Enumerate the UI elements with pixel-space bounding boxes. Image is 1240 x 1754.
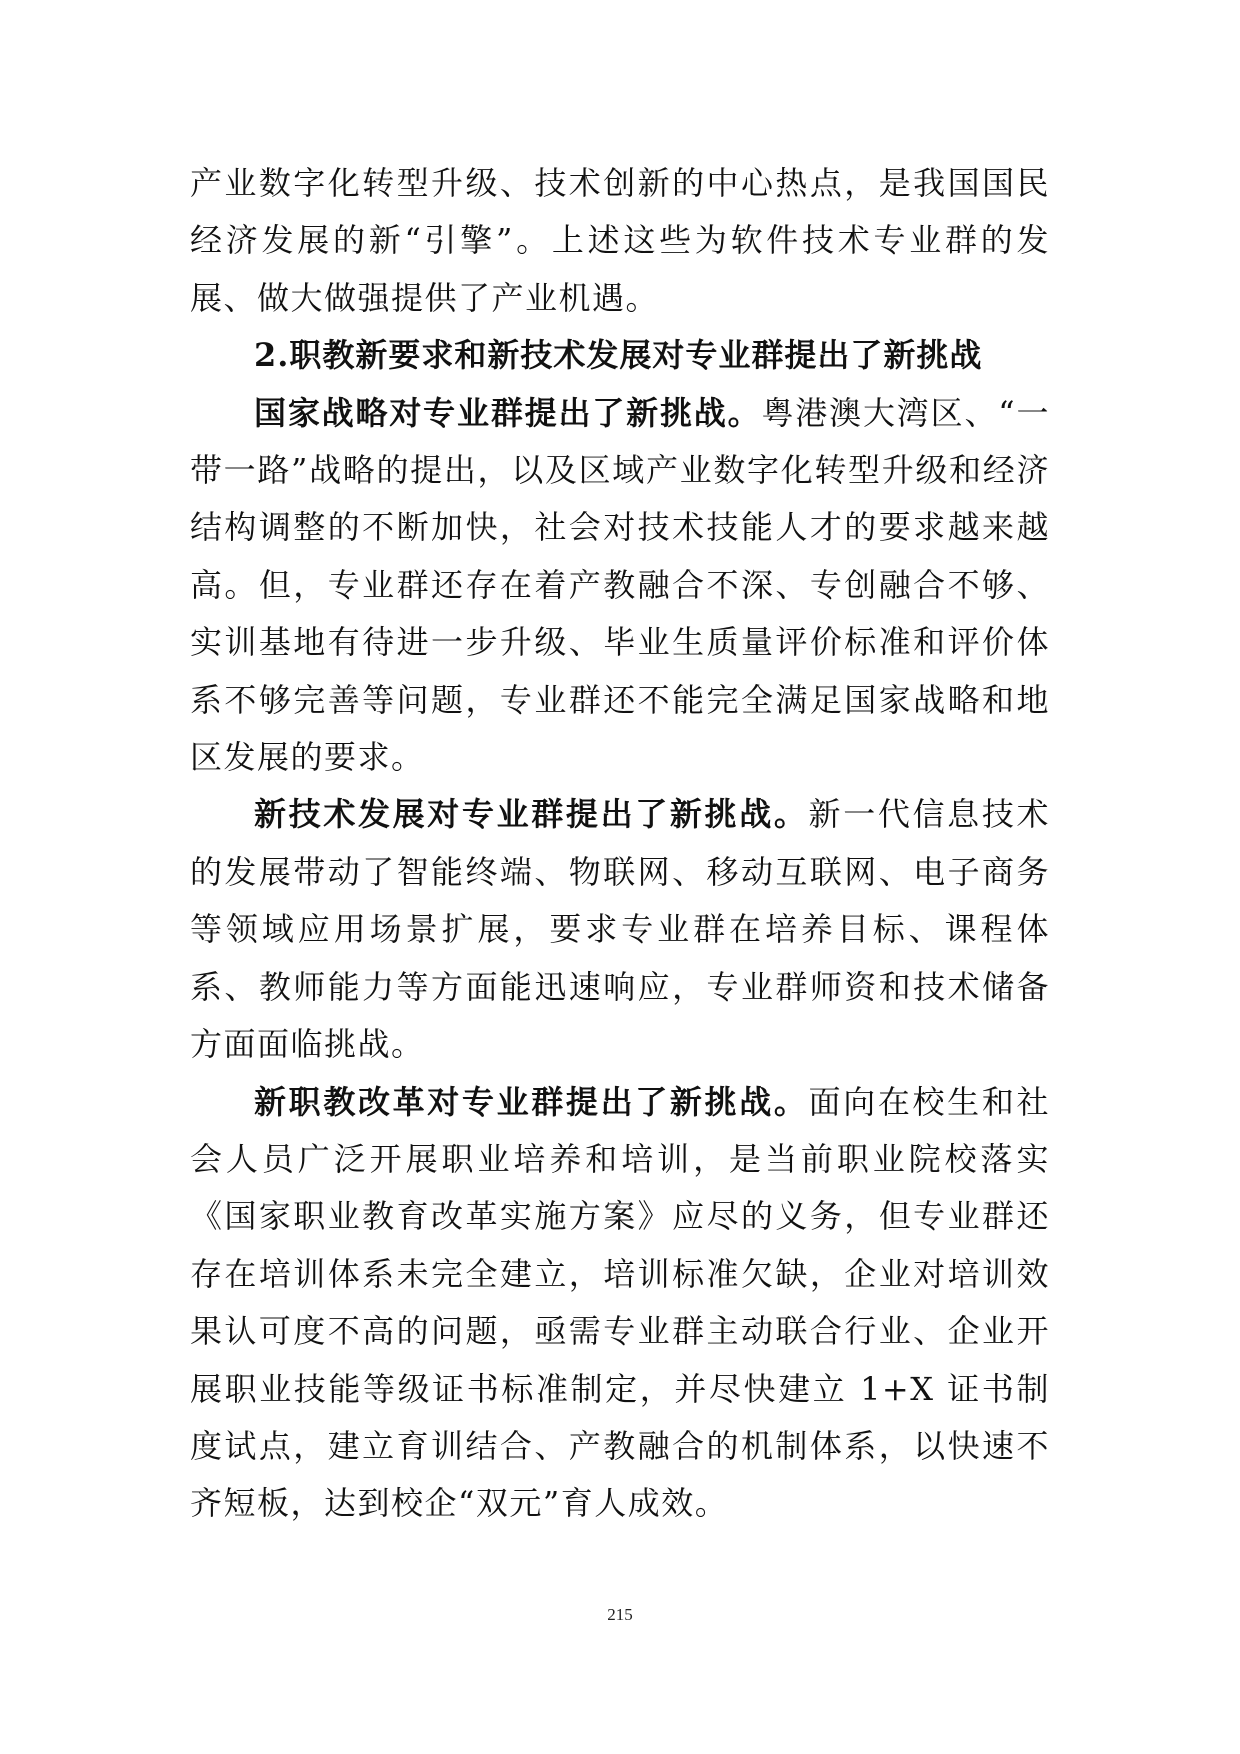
page-number: 215	[607, 1605, 633, 1624]
section-heading	[190, 327, 1050, 384]
paragraph-lead: 新职教改革对专业群提出了新挑战。	[254, 1082, 809, 1121]
paragraph-lead: 新技术发展对专业群提出了新挑战。	[254, 795, 809, 834]
document-body	[190, 155, 1050, 1533]
paragraph-continuation	[190, 155, 1050, 327]
paragraph-national-strategy	[190, 385, 1050, 787]
paragraph-new-technology	[190, 786, 1050, 1073]
heading-text: 2.职教新要求和新技术发展对专业群提出了新挑战	[254, 336, 983, 375]
paragraph-lead: 国家战略对专业群提出了新挑战。	[254, 393, 762, 432]
paragraph-text: 新一代信息技术的发展带动了智能终端、物联网、移动互联网、电子商务等领域应用场景扩展，要求专业群在培养目标、课程体系、教师能力等方面能迅速响应，专业群师资和技术储备方面面临挑战。	[190, 795, 1050, 1064]
paragraph-text: 产业数字化转型升级、技术创新的中心热点，是我国国民经济发展的新“引擎”。上述这些为软件技术专业群的发展、做大做强提供了产业机遇。	[190, 164, 1050, 317]
paragraph-vocational-reform	[190, 1074, 1050, 1533]
paragraph-text: 面向在校生和社会人员广泛开展职业培养和培训，是当前职业院校落实《国家职业教育改革实施方案》应尽的义务，但专业群还存在培训体系未完全建立，培训标准欠缺，企业对培训效果认可度不高的问题，亟需专业群主动联合行业、企业开展职业技能等级证书标准制定，并尽快建立 1+X 证书制度试点，建立育训结合、产教融合的机制体系，以快速不齐短板，达到校企“双元”育人成效。	[190, 1082, 1050, 1523]
paragraph-text: 粤港澳大湾区、“一带一路”战略的提出，以及区域产业数字化转型升级和经济结构调整的不断加快，社会对技术技能人才的要求越来越高。但，专业群还存在着产教融合不深、专创融合不够、实训基地有待进一步升级、毕业生质量评价标准和评价体系不够完善等问题，专业群还不能完全满足国家战略和地区发展的要求。	[190, 393, 1050, 777]
